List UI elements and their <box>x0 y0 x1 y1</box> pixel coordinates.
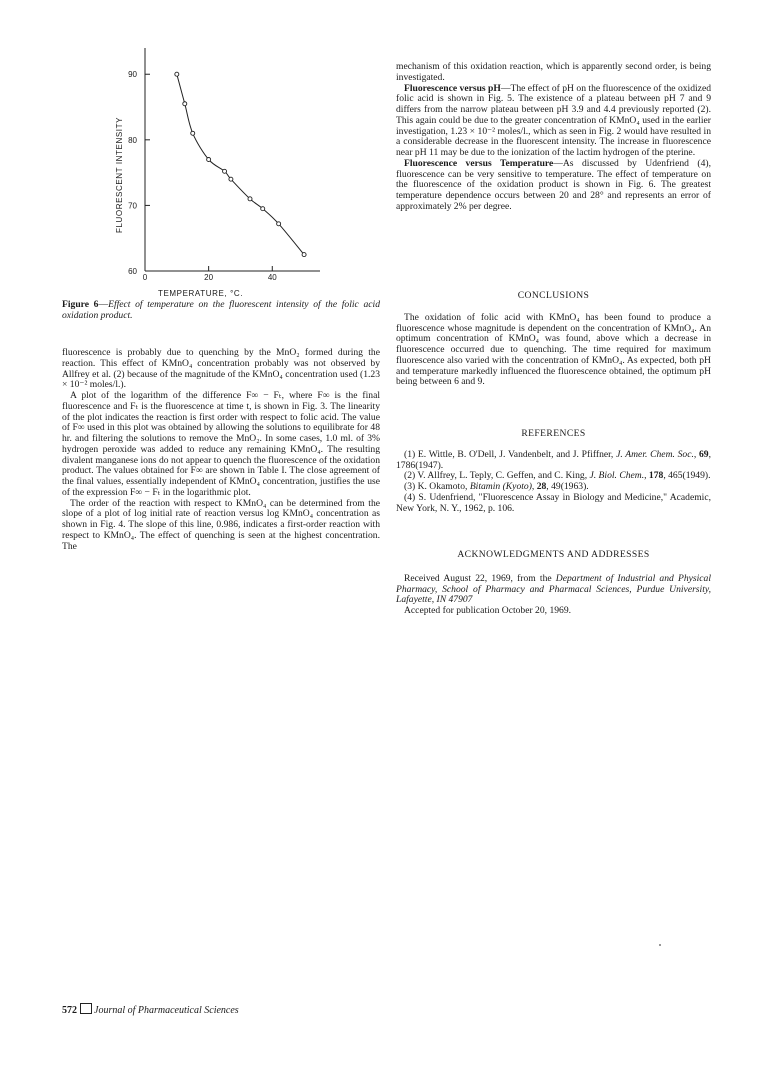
journal-box-icon <box>80 1003 92 1014</box>
data-point-10 <box>302 253 306 257</box>
reference-3-authors: (3) K. Okamoto, <box>404 481 470 492</box>
data-point-1 <box>175 72 179 76</box>
page-number: 572 <box>62 1005 77 1016</box>
temperature-subheading: Fluorescence versus Temperature <box>404 157 554 169</box>
references-heading: REFERENCES <box>521 428 586 439</box>
stray-mark <box>659 944 661 946</box>
data-point-2 <box>183 102 187 106</box>
y-tick-label-70: 70 <box>128 201 137 211</box>
accepted-line: Accepted for publication October 20, 1969. <box>404 605 572 616</box>
y-tick-label-60: 60 <box>128 267 137 276</box>
ph-subheading: Fluorescence versus pH <box>404 82 501 94</box>
left-paragraph-2: A plot of the logarithm of the difference F∞ − Fₜ, where F∞ is the final fluorescence and Fₜ is the fluorescence at time t, is shown in Fig. 3. The linearity of the plot indicates the reaction is first order with respect to folic acid. The value of F∞ used in this plot was obtained by allowing the solutions to equilibrate for 48 hr. and filtering the solutions to remove the MnO₂. In some cases, 1.0 ml. of 3% hydrogen peroxide was added to reduce any remaining KMnO₄. The resulting divalent manganese ions do not appear to quench the fluorescence of the oxidation product. The values obtained for F∞ are shown in Table I. The close agreement of the final values, essentially independent of KMnO₄ concentration, justifies the use of the expression F∞ − Fₜ in the logarithmic plot. <box>62 390 380 498</box>
figure-6-chart <box>100 48 340 298</box>
conclusions-section <box>396 291 711 388</box>
left-column <box>62 348 380 552</box>
journal-name: Journal of Pharmaceutical Sciences <box>94 1005 239 1016</box>
reference-2-journal: J. Biol. Chem. <box>589 470 645 482</box>
received-affiliation: Department of Industrial and Physical Pharmacy, School of Pharmacy and Pharmacal Sciences, Purdue University, Lafayette, IN 47907 <box>396 572 712 606</box>
y-axis-label: FLUORESCENT INTENSITY <box>115 116 124 233</box>
chart-ticks <box>128 70 277 282</box>
temperature-curve <box>177 74 304 254</box>
conclusions-text: The oxidation of folic acid with KMnO₄ has been found to produce a fluorescence whose magnitude is dependent on the concentration of KMnO₄. An optimum concentration of KMnO₄ was found, above which a decrease in fluorescence occurred due to quenching. The time required for maximum fluorescence also varied with the concentration of KMnO₄. As expected, both pH and temperature markedly influenced the fluorescence obtained, the optimum pH being between 6 and 9. <box>396 311 711 388</box>
received-date: Received August 22, 1969, from the <box>404 572 556 584</box>
figure-caption: Figure 6—Effect of temperature on the fluorescent intensity of the folic acid oxidation product. <box>62 299 381 321</box>
reference-3-journal: Bitamin (Kyoto) <box>469 481 532 492</box>
figure-label: Figure 6 <box>62 299 99 310</box>
conclusions-heading: CONCLUSIONS <box>517 290 590 301</box>
data-point-8 <box>261 207 265 211</box>
data-point-7 <box>248 197 252 201</box>
x-tick-label-20: 20 <box>204 273 214 282</box>
reference-3: (3) K. Okamoto, Bitamin (Kyoto), 28, 49(1963). <box>404 481 589 492</box>
reference-3-pages: , 49(1963). <box>546 481 589 492</box>
reference-1-authors: (1) E. Wittle, B. O'Dell, J. Vandenbelt, and J. Pfiffner, <box>404 448 617 460</box>
reference-1: (1) E. Wittle, B. O'Dell, J. Vandenbelt, and J. Pfiffner, J. Amer. Chem. Soc., 69, 1786(1947). <box>396 448 711 471</box>
x-tick-label-40: 40 <box>267 273 277 282</box>
references-section <box>396 429 711 514</box>
data-point-4 <box>207 158 211 162</box>
y-tick-label-80: 80 <box>128 135 137 145</box>
temperature-body: —As discussed by Udenfriend (4), fluorescence can be very sensitive to temperature. The effect of temperature on the fluorescence of the oxidation product is shown in Fig. 6. The greatest temperature dependence occurs between 20 and 28° and represents an error of approximately 2% per degree. <box>396 157 711 212</box>
reference-4: (4) S. Udenfriend, "Fluorescence Assay in Biology and Medicine," Academic, New York, N. Y., 1962, p. 106. <box>396 491 711 514</box>
reference-2: (2) V. Allfrey, L. Teply, C. Geffen, and C. King, J. Biol. Chem., 178, 465(1949). <box>404 470 711 482</box>
reference-2-authors: (2) V. Allfrey, L. Teply, C. Geffen, and C. King, <box>404 470 590 482</box>
data-point-9 <box>277 222 281 226</box>
page-footer <box>62 1003 239 1016</box>
y-tick-label-90: 90 <box>128 70 137 80</box>
ph-body: —The effect of pH on the fluorescence of the oxidized folic acid is shown in Fig. 5. The existence of a plateau between pH 7 and 9 differs from the narrow plateau between pH 3.9 and 4.4 previously reported (2). This again could be due to the greater concentration of KMnO₄ used in the earlier investigation, 1.23 × 10⁻² moles/l., which as seen in Fig. 2 would have resulted in a considerable decrease in the fluorescent intensity. The increase in fluorescence near pH 11 may be due to the ionization of the lactim hydrogen of the pterine. <box>396 82 711 158</box>
right-paragraph-3 <box>396 159 711 213</box>
right-column <box>396 62 711 213</box>
reference-1-volume: 69 <box>699 448 709 460</box>
acknowledgments-heading: ACKNOWLEDGMENTS AND ADDRESSES <box>457 549 650 560</box>
figure-caption-text: Effect of temperature on the fluorescent intensity of the folic acid oxidation product. <box>62 299 381 321</box>
left-paragraph-3: The order of the reaction with respect to KMnO₄ can be determined from the slope of a plot of log initial rate of reaction versus log KMnO₄ concentration as shown in Fig. 4. The slope of this line, 0.986, indicates a first-order reaction with respect to KMnO₄. The effect of quenching is seen at the highest concentration. The <box>62 497 380 552</box>
right-paragraph-2 <box>396 84 711 159</box>
x-axis-label: TEMPERATURE, °C. <box>158 289 244 298</box>
data-point-6 <box>229 177 233 181</box>
chart-points <box>175 72 306 256</box>
reference-2-pages: , 465(1949). <box>663 470 711 482</box>
left-paragraph-1: fluorescence is probably due to quenching by the MnO₂ formed during the reaction. This effect of KMnO₄ concentration probably was not observed by Allfrey et al. (2) because of the magnitude of the KMnO₄ concentration used (1.23 × 10⁻² moles/l.). <box>62 347 380 391</box>
reference-3-volume: 28 <box>536 481 547 492</box>
data-point-5 <box>223 169 227 173</box>
x-tick-label-0: 0 <box>142 273 148 282</box>
right-paragraph-1: mechanism of this oxidation reaction, which is apparently second order, is being investigated. <box>396 61 711 83</box>
reference-1-pages: , 1786(1947). <box>396 448 711 471</box>
received-line <box>396 574 711 606</box>
reference-2-volume: 178 <box>648 470 664 482</box>
reference-1-journal: J. Amer. Chem. Soc. <box>616 448 694 460</box>
acknowledgments-section <box>396 550 711 617</box>
chart-axes <box>145 48 320 271</box>
data-point-3 <box>191 131 195 135</box>
